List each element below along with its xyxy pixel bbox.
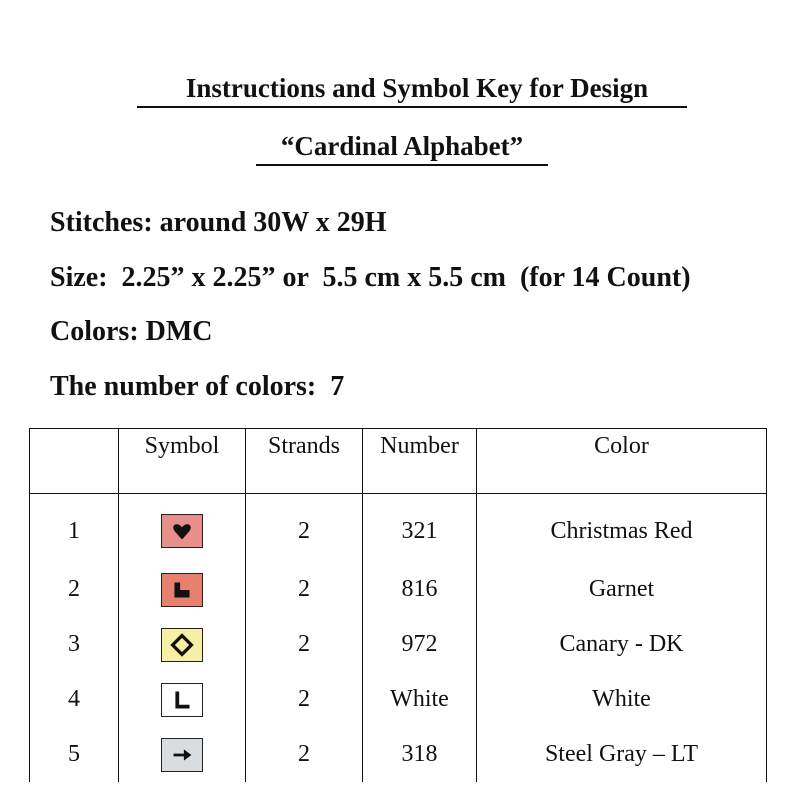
row-index: 2 bbox=[30, 562, 119, 617]
header-symbol: Symbol bbox=[119, 429, 246, 494]
header-index bbox=[30, 429, 119, 494]
arrow-right-icon bbox=[161, 738, 203, 772]
row-number: 816 bbox=[363, 562, 477, 617]
symbol-cell bbox=[119, 494, 246, 563]
size-info: Size: 2.25” x 2.25” or 5.5 cm x 5.5 cm (for 14 Count) bbox=[50, 262, 691, 293]
diamond-outline-icon bbox=[161, 628, 203, 662]
row-number: 321 bbox=[363, 494, 477, 563]
row-number: 972 bbox=[363, 617, 477, 672]
table-row bbox=[30, 494, 767, 563]
row-strands: 2 bbox=[246, 562, 363, 617]
heart-icon bbox=[161, 514, 203, 548]
row-color: Garnet bbox=[477, 562, 767, 617]
row-number: 318 bbox=[363, 727, 477, 782]
row-index: 1 bbox=[30, 494, 119, 563]
table-header-row bbox=[30, 429, 767, 494]
stitches-info: Stitches: around 30W x 29H bbox=[50, 207, 387, 238]
symbol-cell bbox=[119, 562, 246, 617]
row-color: White bbox=[477, 672, 767, 727]
table-row bbox=[30, 562, 767, 617]
symbol-key-table bbox=[29, 428, 767, 782]
header-strands: Strands bbox=[246, 429, 363, 494]
row-strands: 2 bbox=[246, 617, 363, 672]
document-title bbox=[0, 72, 794, 108]
l-shape-icon bbox=[161, 683, 203, 717]
header-color: Color bbox=[477, 429, 767, 494]
row-index: 5 bbox=[30, 727, 119, 782]
corner-block-icon bbox=[161, 573, 203, 607]
symbol-cell bbox=[119, 727, 246, 782]
symbol-cell bbox=[119, 617, 246, 672]
row-strands: 2 bbox=[246, 672, 363, 727]
row-number: White bbox=[363, 672, 477, 727]
color-count-info: The number of colors: 7 bbox=[50, 371, 345, 402]
row-color: Canary - DK bbox=[477, 617, 767, 672]
colors-info: Colors: DMC bbox=[50, 316, 213, 347]
table-row bbox=[30, 727, 767, 782]
row-color: Steel Gray – LT bbox=[477, 727, 767, 782]
row-strands: 2 bbox=[246, 494, 363, 563]
table-row bbox=[30, 672, 767, 727]
design-name bbox=[0, 130, 794, 166]
title-line-2: “Cardinal Alphabet” bbox=[256, 130, 548, 166]
title-line-1: Instructions and Symbol Key for Design bbox=[137, 72, 687, 108]
header-number: Number bbox=[363, 429, 477, 494]
table-row bbox=[30, 617, 767, 672]
symbol-cell bbox=[119, 672, 246, 727]
row-color: Christmas Red bbox=[477, 494, 767, 563]
row-index: 3 bbox=[30, 617, 119, 672]
row-strands: 2 bbox=[246, 727, 363, 782]
row-index: 4 bbox=[30, 672, 119, 727]
